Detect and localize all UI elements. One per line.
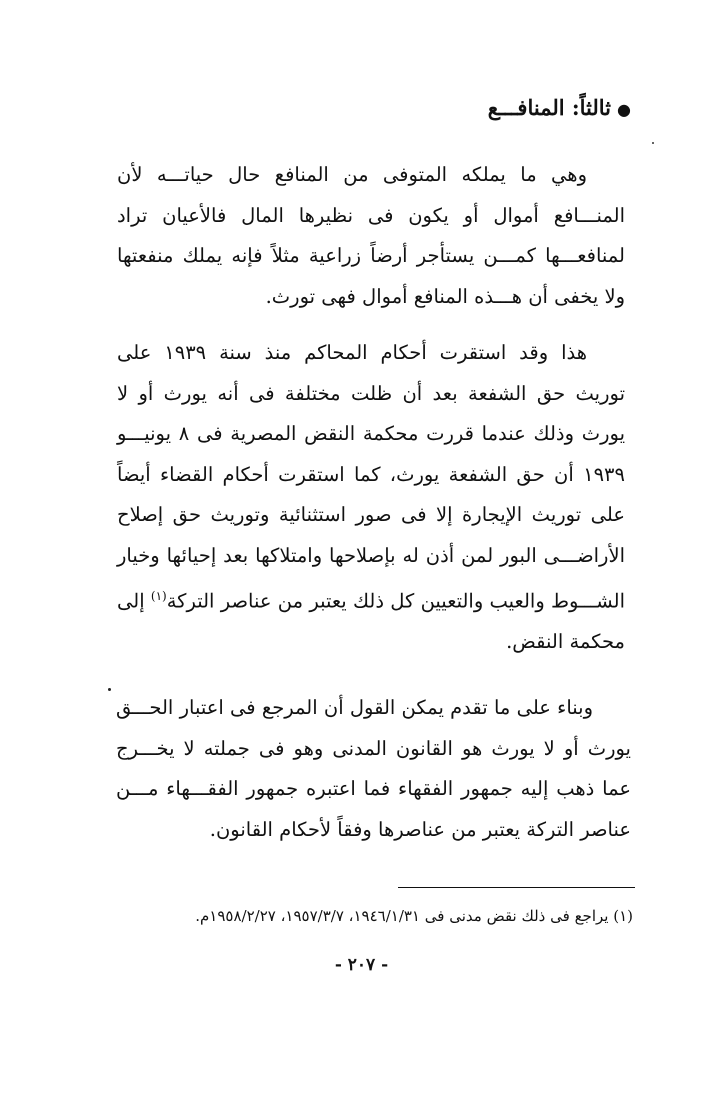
footnote: (١) يراجع فى ذلك نقض مدنى فى ١٩٤٦/١/٣١، ١٩٥٧/٣/٧، ١٩٥٨/٢/٢٧م. [195, 907, 633, 925]
paragraph-text: وبناء على ما تقدم يمكن القول أن المرجع فى اعتبار الحـــق يورث أو لا يورث هو القانون المدنى وهو فى جملته لا يخـــرج عما ذهب إليه جمهور الفقهاء فما اعتبره جمهور الفقـــهاء مـــن عناصر التركة يعتبر من عناصرها وفقاً لأحكام القانون. [116, 696, 631, 841]
footnote-divider [398, 887, 635, 888]
bullet-icon: ● [617, 100, 631, 119]
scan-speck [108, 688, 111, 691]
page-number: - ٢٠٧ - [334, 955, 389, 975]
paragraph-text: وهي ما يملكه المتوفى من المنافع حال حياتـــه لأن المنـــافع أموال أو يكون فى نظيرها المال فالأعيان تراد لمنافعـــها كمـــن يستأجر أرضاً زراعية مثلاً فإنه يملك منفعتها ولا يخفى أن هـــذه المنافع أموال فهى تورث. [117, 163, 625, 308]
paragraph-text: هذا وقد استقرت أحكام المحاكم منذ سنة ١٩٣٩ على توريث حق الشفعة بعد أن ظلت مختلفة فى أنه يورث أو لا يورث وذلك عندما قررت محكمة النقض المصرية فى ٨ يونيـــو ١٩٣٩ أن حق الشفعة يورث، كما استقرت أحكام القضاء أيضاً على توريث الإيجارة إلا فى صور استثنائية وتوريث حق إصلاح الأراضـــى البور لمن أذن له بإصلاحها وامتلاكها بعد إحيائها وخيار الشـــوط والعيب والتعيين كل ذلك يعتبر من عناصر التركة [117, 341, 625, 613]
paragraph-conclusion [116, 688, 631, 850]
section-heading-text: ثالثاً: المنافـــع [487, 95, 612, 120]
scan-speck [652, 142, 654, 144]
footnote-reference: (١) [150, 589, 167, 603]
paragraph-benefits [117, 155, 625, 317]
paragraph-court-rulings [117, 333, 625, 663]
paragraph-text-continued: إلى محكمة النقض. [117, 589, 625, 653]
section-heading [488, 94, 631, 124]
